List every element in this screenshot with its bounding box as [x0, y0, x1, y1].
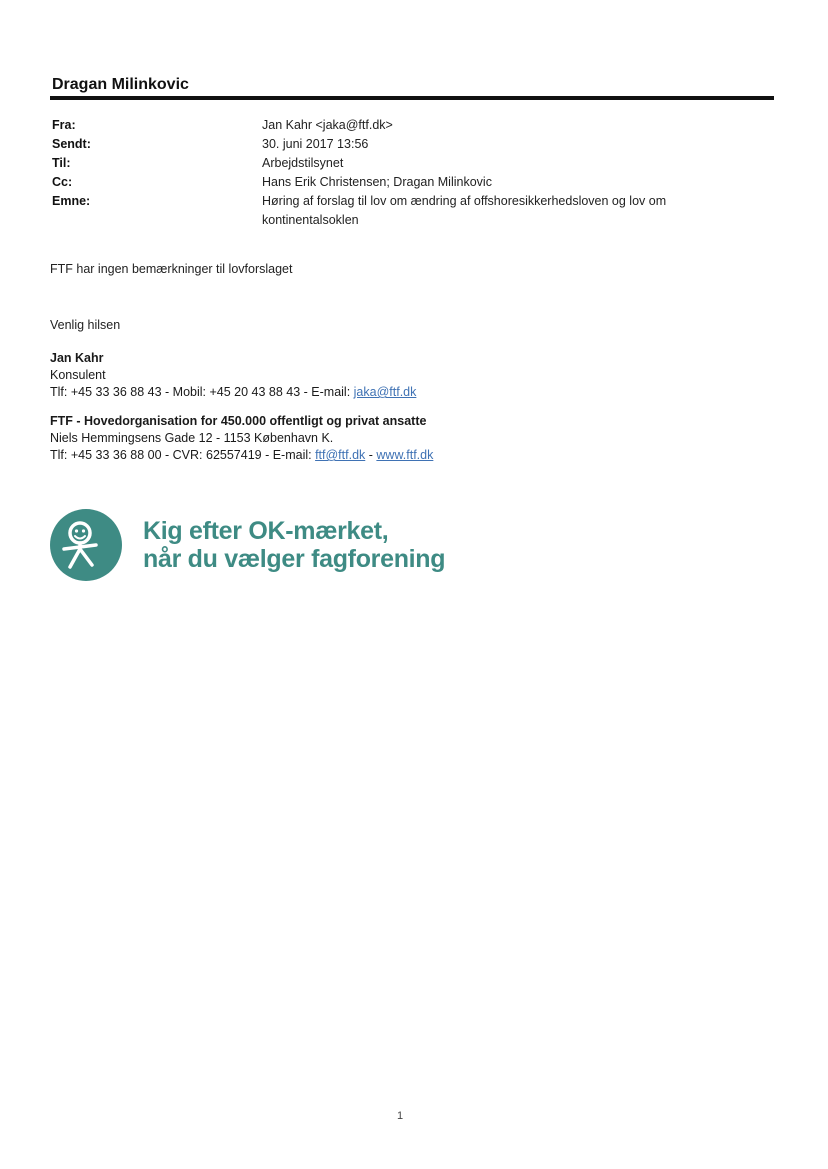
separator: -: [365, 448, 377, 462]
ok-mark-banner[interactable]: [50, 509, 445, 581]
header-row-sent: [52, 135, 752, 154]
spacer: [50, 401, 433, 413]
header-row-subject: [52, 192, 752, 230]
header-row-to: [52, 154, 752, 173]
contact-text: Tlf: +45 33 36 88 43 - Mobil: +45 20 43 88 43 - E-mail:: [50, 385, 354, 399]
email-headers: [52, 116, 752, 230]
header-row-from: [52, 116, 752, 135]
header-label: Emne:: [52, 194, 91, 208]
ok-mark-logo-icon: [50, 509, 122, 581]
organization-contact: [50, 447, 433, 464]
header-label: Cc:: [52, 175, 73, 189]
ok-mark-slogan: [143, 517, 445, 573]
header-value: Hans Erik Christensen; Dragan Milinkovic: [262, 175, 492, 189]
page-number: 1: [396, 1110, 404, 1122]
signature-block: [50, 350, 433, 464]
org-contact-text: Tlf: +45 33 36 88 00 - CVR: 62557419 - E-mail:: [50, 448, 316, 462]
website-link[interactable]: www.ftf.dk: [376, 448, 434, 462]
slogan-line-2: når du vælger fagforening: [143, 545, 446, 573]
header-label: Fra:: [52, 118, 76, 132]
signature-title: Konsulent: [50, 368, 106, 382]
mailbox-owner-name: Dragan Milinkovic: [52, 76, 189, 93]
organization-address: Niels Hemmingsens Gade 12 - 1153 København K.: [50, 431, 334, 445]
header-label: Til:: [52, 156, 71, 170]
header-value: Jan Kahr <jaka@ftf.dk>: [262, 118, 393, 132]
message-body: FTF har ingen bemærkninger til lovforslaget: [50, 262, 293, 276]
header-divider: [50, 96, 774, 100]
header-value: 30. juni 2017 13:56: [262, 137, 369, 151]
email-link[interactable]: jaka@ftf.dk: [353, 385, 417, 399]
header-row-cc: [52, 173, 752, 192]
signature-name: Jan Kahr: [50, 351, 104, 365]
header-label: Sendt:: [52, 137, 91, 151]
signature-contact: [50, 384, 433, 401]
org-email-link[interactable]: ftf@ftf.dk: [315, 448, 366, 462]
slogan-line-1: Kig efter OK-mærket,: [143, 517, 389, 545]
header-value: Høring af forslag til lov om ændring af offshoresikkerhedsloven og lov om kontinentalsoklen: [262, 194, 667, 227]
header-value: Arbejdstilsynet: [262, 156, 344, 170]
organization-name: FTF - Hovedorganisation for 450.000 offentligt og privat ansatte: [50, 414, 427, 428]
greeting: Venlig hilsen: [50, 318, 121, 332]
stick-figure-icon: [50, 509, 122, 581]
